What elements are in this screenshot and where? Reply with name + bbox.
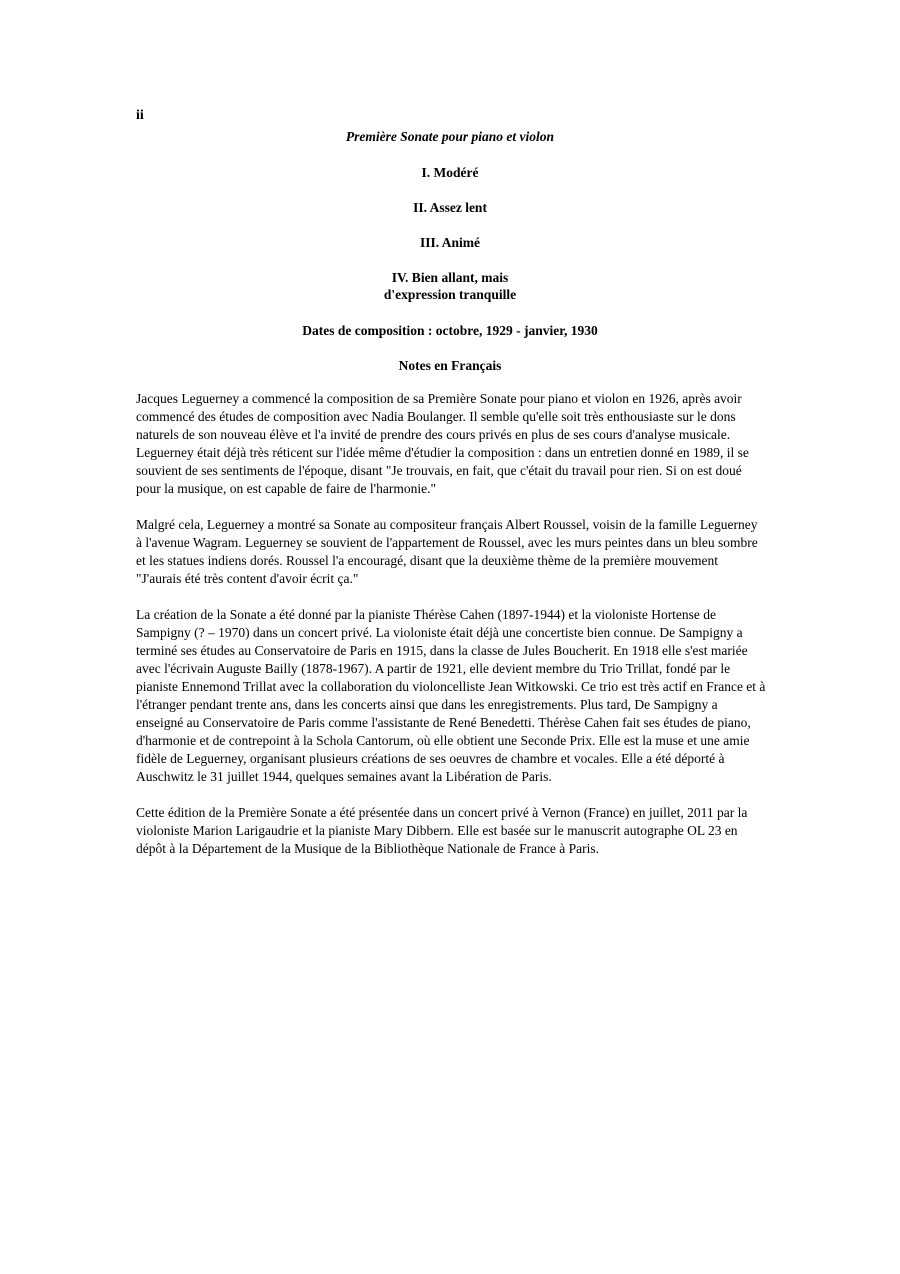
paragraph-4: Cette édition de la Première Sonate a été présentée dans un concert privé à Vernon (France) en juillet, 2011 par la violoniste Marion Larigaudrie et la pianiste Mary Dibbern. Elle est basée sur le manuscrit autographe OL 23 en dépôt à la Département de la Musique de la Bibliothèque Nationale de France à Paris.	[136, 805, 748, 856]
movement-4-line-2: d'expression tranquille	[383, 287, 517, 302]
movement-1: I. Modéré	[421, 165, 479, 180]
movement-4-line-1: IV. Bien allant, mais	[391, 270, 509, 285]
notes-body	[136, 390, 766, 876]
paragraph-1: Jacques Leguerney a commencé la composition de sa Première Sonate pour piano et violon en 1926, après avoir commencé des études de composition avec Nadia Boulanger. Il semble qu'elle soit très enthousiaste sur le dons naturels de son nouveau élève et l'a invité de prendre des cours privés en plus de ses cours d'analyse musicale. Leguerney était déjà très réticent sur l'idée même d'étudier la composition : dans un entretien donné en 1989, il se souvient de ses sentiments de l'époque, disant "Je trouvais, en fait, que c'était du travail pour rien. Si on est doué pour la musique, on est capable de faire de l'harmonie."	[136, 391, 749, 496]
notes-heading: Notes en Français	[398, 358, 502, 373]
sonata-title: Première Sonate pour piano et violon	[345, 129, 555, 144]
movement-4	[0, 269, 900, 303]
movement-2: II. Assez lent	[413, 200, 487, 215]
movement-3: III. Animé	[419, 235, 480, 250]
paragraph-2: Malgré cela, Leguerney a montré sa Sonate au compositeur français Albert Roussel, voisin de la famille Leguerney à l'avenue Wagram. Leguerney se souvient de l'appartement de Roussel, avec les murs peintes dans un bleu sombre et les statues indiens dorés. Roussel l'a encouragé, disant que la deuxième thème de la première mouvement "J'aurais été très content d'avoir écrit ça."	[136, 517, 758, 586]
paragraph-3: La création de la Sonate a été donné par la pianiste Thérèse Cahen (1897-1944) et la violoniste Hortense de Sampigny (? – 1970) dans un concert privé. La violoniste était déjà une concertiste bien connue. De Sampigny a terminé ses études au Conservatoire de Paris en 1915, dans la classe de Jules Boucherit. En 1918 elle s'est mariée avec l'écrivain Auguste Bailly (1878-1967). A partir de 1921, elle devient membre du Trio Trillat, fondé par le pianiste Ennemond Trillat avec la collaboration du violoncelliste Jean Witkowski. Ce trio est très actif en France et à l'étranger pendant trente ans, dans les concerts ainsi que dans les enregistrements. Plus tard, De Sampigny a enseigné au Conservatoire de Paris comme l'assistante de René Benedetti. Thérèse Cahen fait ses études de piano, d'harmonie et de contrepoint à la Schola Cantorum, où elle obtient une Seconde Prix. Elle est la muse et une amie fidèle de Leguerney, organisant plusieurs créations de ses oeuvres de chambre et vocales. Elle a été déporté à Auschwitz le 31 juillet 1944, quelques semaines avant la Libération de Paris.	[136, 607, 766, 784]
page-number: ii	[136, 108, 144, 123]
composition-dates: Dates de composition : octobre, 1929 - janvier, 1930	[302, 323, 598, 338]
